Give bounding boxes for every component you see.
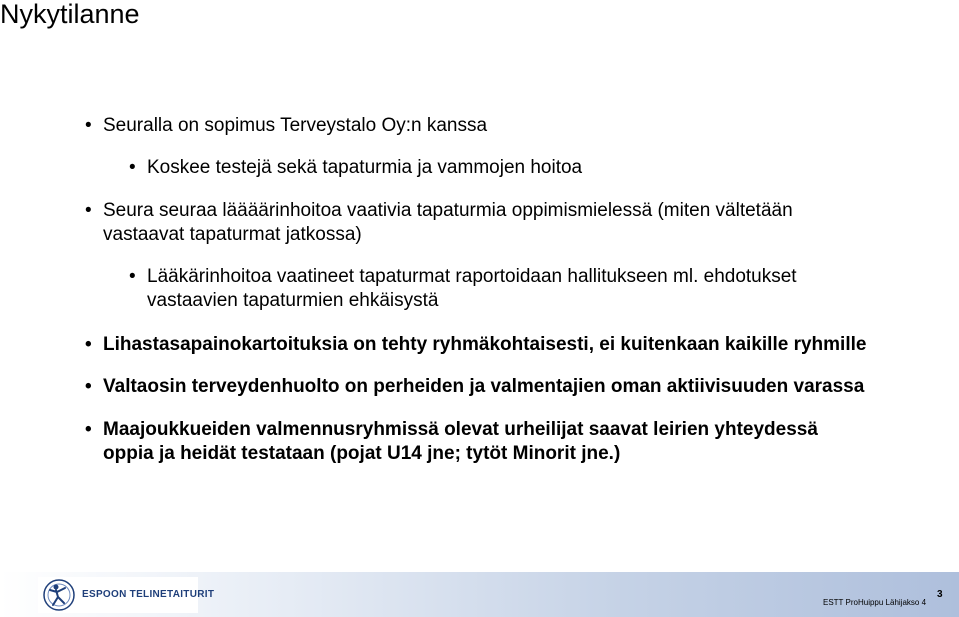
bullet-line: oppia ja heidät testataan (pojat U14 jne; tytöt Minorit jne.) <box>103 443 621 464</box>
bullet-icon: • <box>129 266 136 287</box>
bullet-text: Koskee testejä sekä tapaturmia ja vammojen hoitoa <box>147 157 583 178</box>
bullet-icon: • <box>85 200 92 221</box>
bullet-text: Valtaosin terveydenhuolto on perheiden ja valmentajien oman aktiivisuuden varassa <box>103 376 865 397</box>
slide-title: Nykytilanne <box>0 0 140 29</box>
bullet-line: vastaavien tapaturmien ehkäisystä <box>147 290 439 311</box>
bullet-icon: • <box>129 157 136 178</box>
bullet-text: Seuralla on sopimus Terveystalo Oy:n kanssa <box>103 115 488 136</box>
bullet-text: Lihastasapainokartoituksia on tehty ryhmäkohtaisesti, ei kuitenkaan kaikille ryhmille <box>103 334 867 355</box>
sub-bullet-item <box>129 265 907 313</box>
bullet-item <box>85 333 903 357</box>
bullet-icon: • <box>85 334 92 355</box>
bullet-line: Maajoukkueiden valmennusryhmissä olevat urheilijat saavat leirien yhteydessä <box>103 419 818 440</box>
bullet-icon: • <box>85 115 92 136</box>
bullet-line: vastaavat tapaturmat jatkossa) <box>103 224 362 245</box>
bullet-line: Seura seuraa läääärinhoitoa vaativia tapaturmia oppimismielessä (miten vältetään <box>103 200 793 221</box>
sub-bullet-item <box>129 156 907 180</box>
footer-brand-name: ESPOON TELINETAITURIT <box>82 589 215 600</box>
bullet-item <box>85 375 903 399</box>
bullet-item <box>85 199 903 247</box>
gymnast-logo-icon <box>42 578 76 612</box>
bullet-icon: • <box>85 419 92 440</box>
page-number: 3 <box>937 589 943 600</box>
footer-event-name: ESTT ProHuippu Lähijakso 4 <box>823 598 927 607</box>
bullet-icon: • <box>85 376 92 397</box>
bullet-item <box>85 418 903 466</box>
bullet-line: Lääkärinhoitoa vaatineet tapaturmat raportoidaan hallitukseen ml. ehdotukset <box>147 266 797 287</box>
bullet-item <box>85 114 903 138</box>
